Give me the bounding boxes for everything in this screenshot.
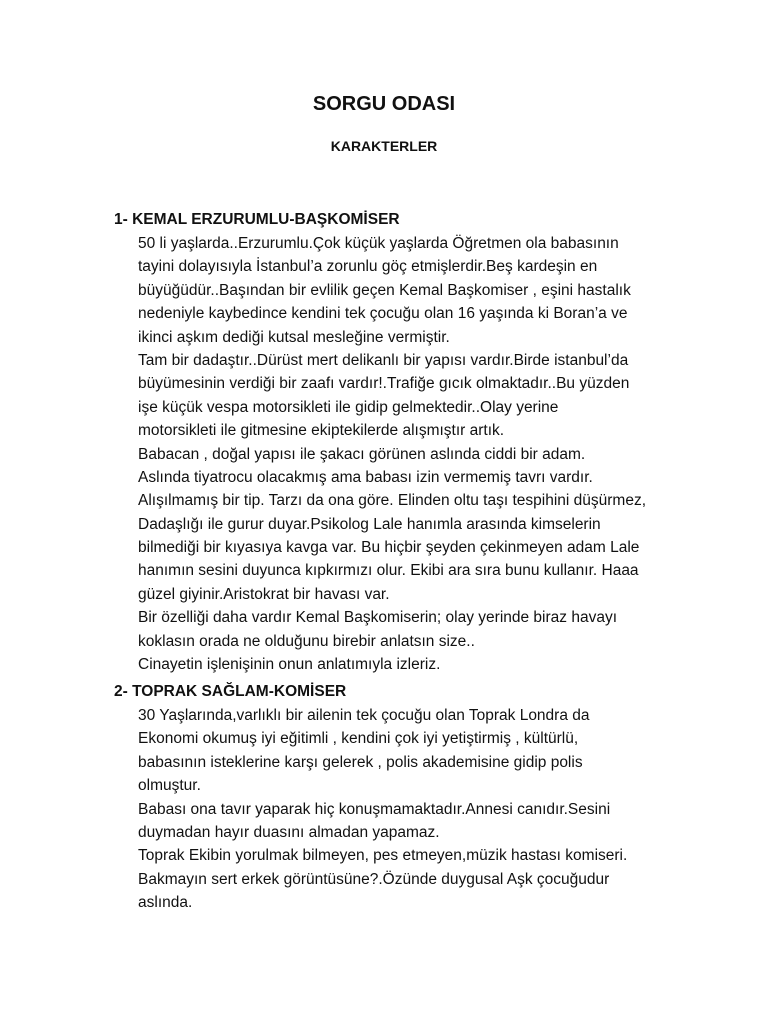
body-text-line: tayini dolayısıyla İstanbul’a zorunlu göç etmişlerdir.Beş kardeşin en bbox=[138, 258, 598, 276]
body-text-line: Dadaşlığı ile gurur duyar.Psikolog Lale hanımla arasında kimselerin bbox=[138, 515, 601, 533]
body-text-line: işe küçük vespa motorsikleti ile gidip gelmektedir..Olay yerine bbox=[138, 398, 559, 416]
body-text-line: ikinci aşkım dediği kutsal mesleğine vermiştir. bbox=[138, 328, 450, 346]
body-text-line: Ekonomi okumuş iyi eğitimli , kendini çok iyi yetiştirmiş , kültürlü, bbox=[138, 730, 579, 748]
body-text-line: Bakmayın sert erkek görüntüsüne?.Özünde duygusal Aşk çocuğudur bbox=[138, 870, 610, 888]
body-text-line: Cinayetin işlenişinin onun anlatımıyla izleriz. bbox=[138, 656, 441, 674]
body-text-line: Alışılmamış bir tip. Tarzı da ona göre. Elinden oltu taşı tespihini düşürmez, bbox=[138, 492, 647, 510]
body-text-line: aslında. bbox=[138, 894, 193, 912]
body-text-line: nedeniyle kaybedince kendini tek çocuğu olan 16 yaşında ki Boran’a ve bbox=[138, 305, 628, 323]
section-body-kemal bbox=[138, 232, 646, 676]
body-text-line: büyümesinin verdiği bir zaafı vardır!.Trafiğe gıcık olmaktadır..Bu yüzden bbox=[138, 375, 630, 393]
body-text-line: hanımın sesini duyunca kıpkırmızı olur. Ekibi ara sıra bunu kullanır. Haaa bbox=[138, 562, 639, 580]
body-text-line: güzel giyinir.Aristokrat bir havası var. bbox=[138, 585, 390, 603]
body-text-line: Toprak Ekibin yorulmak bilmeyen, pes etmeyen,müzik hastası komiseri. bbox=[138, 847, 628, 865]
document-subtitle: KARAKTERLER bbox=[330, 138, 438, 154]
body-text-line: Babası ona tavır yaparak hiç konuşmamaktadır.Annesi canıdır.Sesini bbox=[138, 800, 611, 818]
body-text-line: motorsikleti ile gitmesine ekiptekilerde alışmıştır artık. bbox=[138, 422, 505, 440]
document-title: SORGU ODASI bbox=[312, 93, 456, 115]
body-text-line: 30 Yaşlarında,varlıklı bir ailenin tek çocuğu olan Toprak Londra da bbox=[138, 707, 590, 724]
body-text-line: büyüğüdür..Başından bir evlilik geçen Kemal Başkomiser , eşini hastalık bbox=[138, 281, 631, 299]
body-text-line: Babacan , doğal yapısı ile şakacı görünen aslında ciddi bir adam. bbox=[138, 445, 586, 463]
body-text-line: duymadan hayır duasını almadan yapamaz. bbox=[138, 823, 440, 841]
body-text-line: babasının isteklerine karşı gelerek , polis akademisine gidip polis bbox=[138, 753, 583, 771]
body-text-line: bilmediği bir kıyasıya kavga var. Bu hiçbir şeyden çekinmeyen adam Lale bbox=[138, 539, 640, 557]
section-heading-kemal: 1- KEMAL ERZURUMLU-BAŞKOMİSER bbox=[114, 211, 400, 228]
body-text-line: 50 li yaşlarda..Erzurumlu.Çok küçük yaşlarda Öğretmen ola babasının bbox=[138, 235, 619, 252]
body-text-line: Bir özelliği daha vardır Kemal Başkomiserin; olay yerinde biraz havayı bbox=[138, 609, 617, 627]
body-text-line: Aslında tiyatrocu olacakmış ama babası izin vermemiş tavrı vardır. bbox=[138, 468, 593, 486]
body-text-line: olmuştur. bbox=[138, 777, 201, 795]
body-text-line: Tam bir dadaştır..Dürüst mert delikanlı bir yapısı vardır.Birde istanbul’da bbox=[138, 351, 629, 369]
section-body-toprak bbox=[138, 704, 627, 915]
body-text-line: koklasın orada ne olduğunu birebir anlatsın size.. bbox=[138, 632, 475, 650]
section-heading-toprak: 2- TOPRAK SAĞLAM-KOMİSER bbox=[114, 683, 347, 700]
